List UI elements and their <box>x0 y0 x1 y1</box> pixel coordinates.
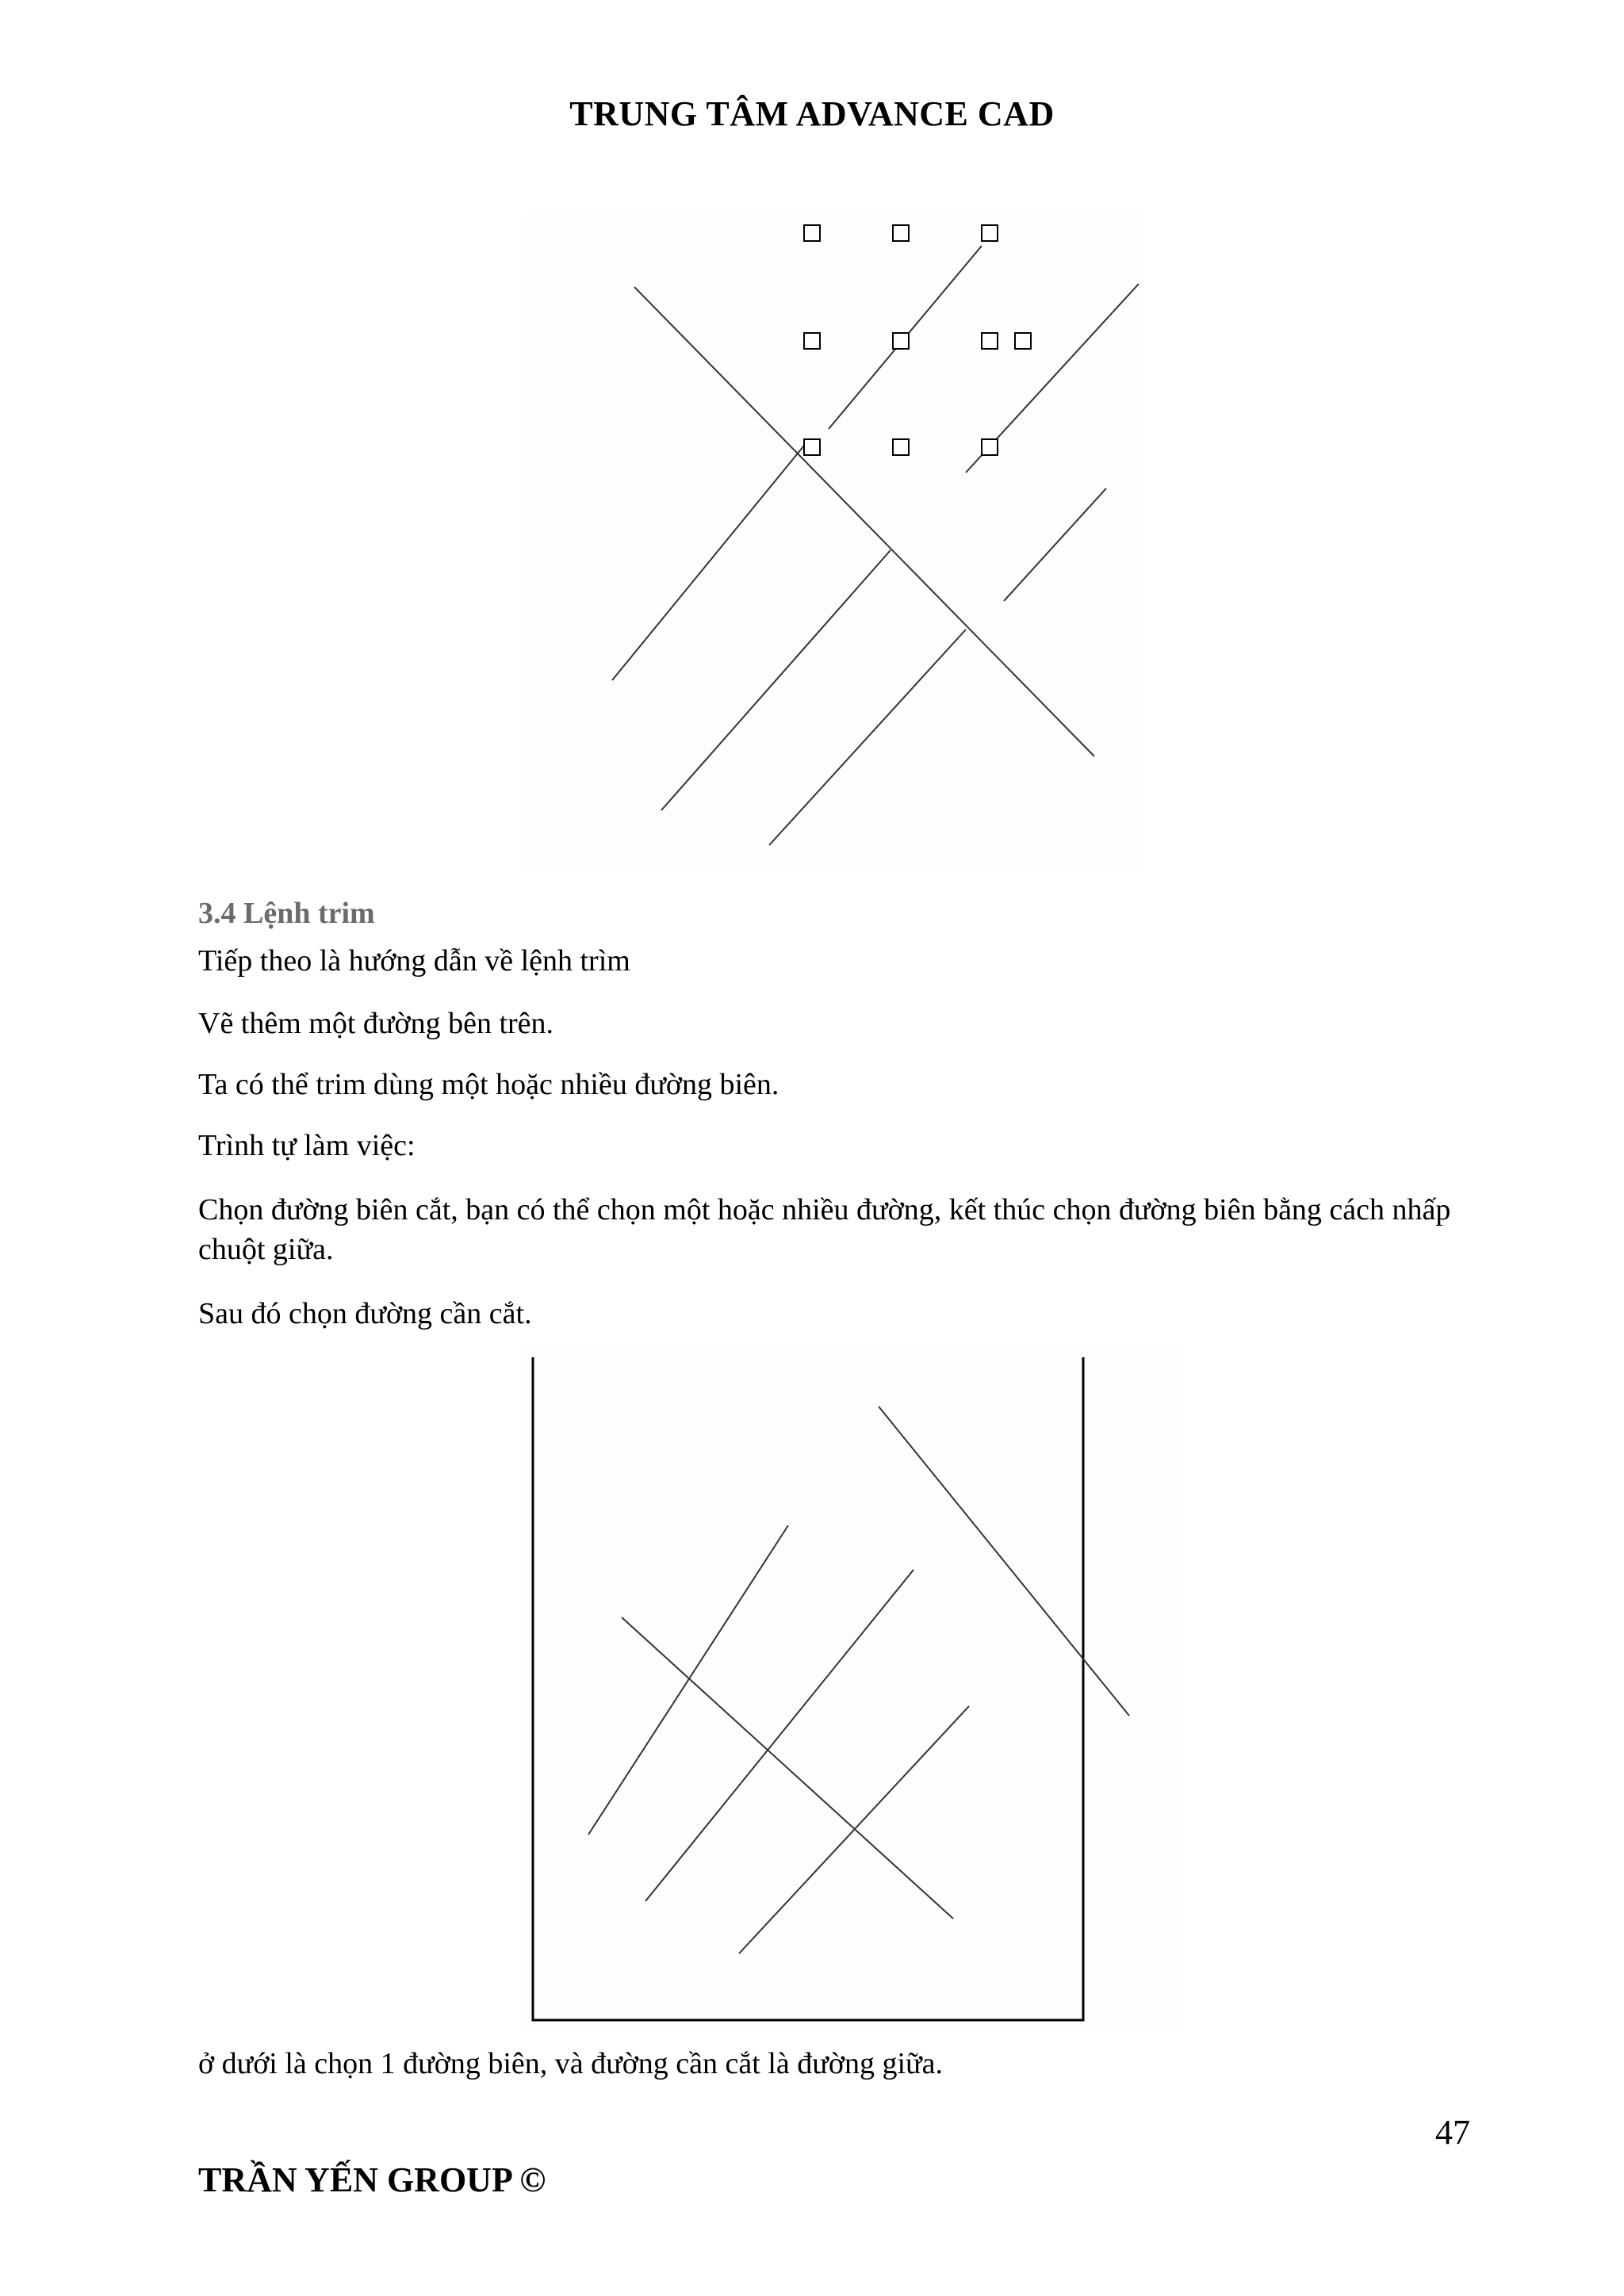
grip-square <box>893 225 909 241</box>
grip-square <box>982 439 998 455</box>
grip-square <box>804 439 820 455</box>
section-heading: 3.4 Lệnh trim <box>198 897 375 930</box>
grip-square <box>804 225 820 241</box>
grip-square <box>982 333 998 349</box>
paragraph: Chọn đường biên cắt, bạn có thể chọn một hoặc nhiều đường, kết thúc chọn đường biên bằng cách nhấp chuột giữa. <box>198 1193 1451 1266</box>
page-footer: TRẦN YẾN GROUP © <box>198 2160 546 2199</box>
paragraph: Sau đó chọn đường cần cắt. <box>198 1297 532 1330</box>
paragraph: ở dưới là chọn 1 đường biên, và đường cần cắt là đường giữa. <box>198 2047 943 2080</box>
page-header-title: TRUNG TÂM ADVANCE CAD <box>569 94 1055 133</box>
figure-trim-grips <box>523 214 1142 872</box>
figure-trim-boundary <box>523 1348 1182 2030</box>
page-number: 47 <box>1435 2113 1470 2152</box>
paragraph: Tiếp theo là hướng dẫn về lệnh trìm <box>198 944 630 978</box>
figure-trim-grips-canvas <box>523 214 1142 872</box>
figure-trim-boundary-canvas <box>523 1348 1182 2030</box>
paragraph: Vẽ thêm một đường bên trên. <box>198 1007 554 1040</box>
figure-background <box>523 214 1142 872</box>
grip-square <box>893 439 909 455</box>
paragraph: Trình tự làm việc: <box>198 1129 416 1162</box>
grip-square <box>982 225 998 241</box>
grip-square <box>804 333 820 349</box>
paragraph: Ta có thể trim dùng một hoặc nhiều đường biên. <box>198 1068 779 1101</box>
grip-square <box>1015 333 1031 349</box>
grip-square <box>893 333 909 349</box>
